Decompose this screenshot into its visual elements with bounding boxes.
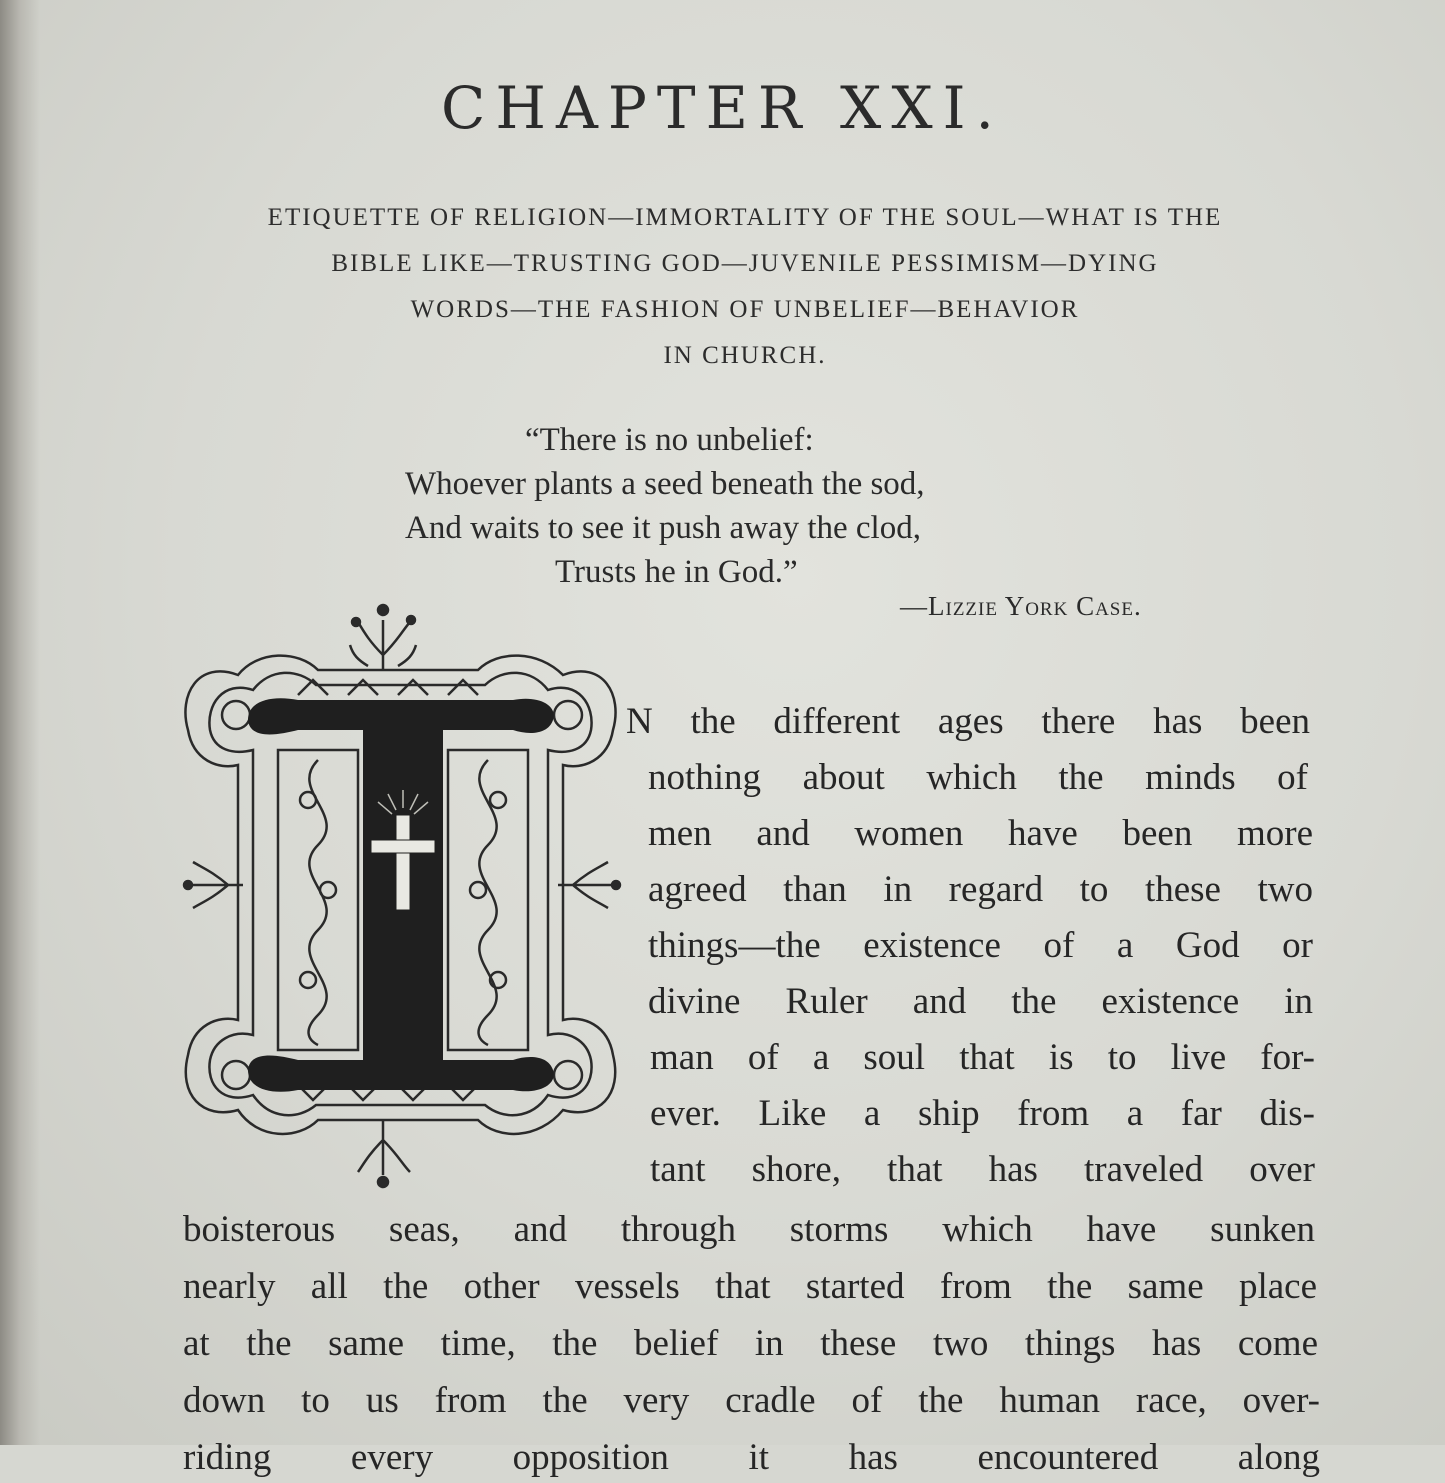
- body-line: tant shore, that has traveled over: [650, 1149, 1315, 1190]
- synopsis-line: WORDS—THE FASHION OF UNBELIEF—BEHAVIOR: [410, 296, 1080, 323]
- body-line: men and women have been more: [648, 813, 1313, 854]
- body-line: agreed than in regard to these two: [648, 869, 1313, 910]
- body-line: at the same time, the belief in these two things has come: [183, 1323, 1318, 1364]
- synopsis-line: ETIQUETTE OF RELIGION—IMMORTALITY OF THE SOUL—WHAT IS THE: [267, 204, 1223, 231]
- body-line: boisterous seas, and through storms which have sunken: [183, 1209, 1315, 1250]
- epigraph-line: Trusts he in God.”: [555, 554, 798, 590]
- body-line: things—the existence of a God or: [648, 925, 1313, 966]
- body-line: nothing about which the minds of: [648, 757, 1308, 798]
- epigraph-line: “There is no unbelief:: [525, 422, 814, 458]
- epigraph-attribution: —Lizzie York Case.: [900, 591, 1142, 621]
- chapter-title: CHAPTER XXI.: [441, 74, 1004, 142]
- book-gutter-shadow: [0, 0, 40, 1445]
- synopsis-line: BIBLE LIKE—TRUSTING GOD—JUVENILE PESSIMISM—DYING: [331, 250, 1159, 277]
- body-line: man of a soul that is to live for-: [650, 1037, 1315, 1078]
- body-line: riding every opposition it has encountered along: [183, 1437, 1320, 1478]
- epigraph-poem: [405, 418, 925, 594]
- body-line: nearly all the other vessels that started from the same place: [183, 1266, 1317, 1307]
- ornamental-initial-icon: [178, 600, 628, 1190]
- body-line: ever. Like a ship from a far dis-: [650, 1093, 1315, 1134]
- body-line: down to us from the very cradle of the human race, over-: [183, 1380, 1320, 1421]
- epigraph-line: And waits to see it push away the clod,: [405, 510, 921, 546]
- epigraph-line: Whoever plants a seed beneath the sod,: [405, 466, 925, 502]
- chapter-synopsis: [170, 195, 1320, 379]
- body-line: N the different ages there has been: [626, 701, 1310, 742]
- body-line: divine Ruler and the existence in: [648, 981, 1313, 1022]
- synopsis-line: IN CHURCH.: [663, 342, 827, 369]
